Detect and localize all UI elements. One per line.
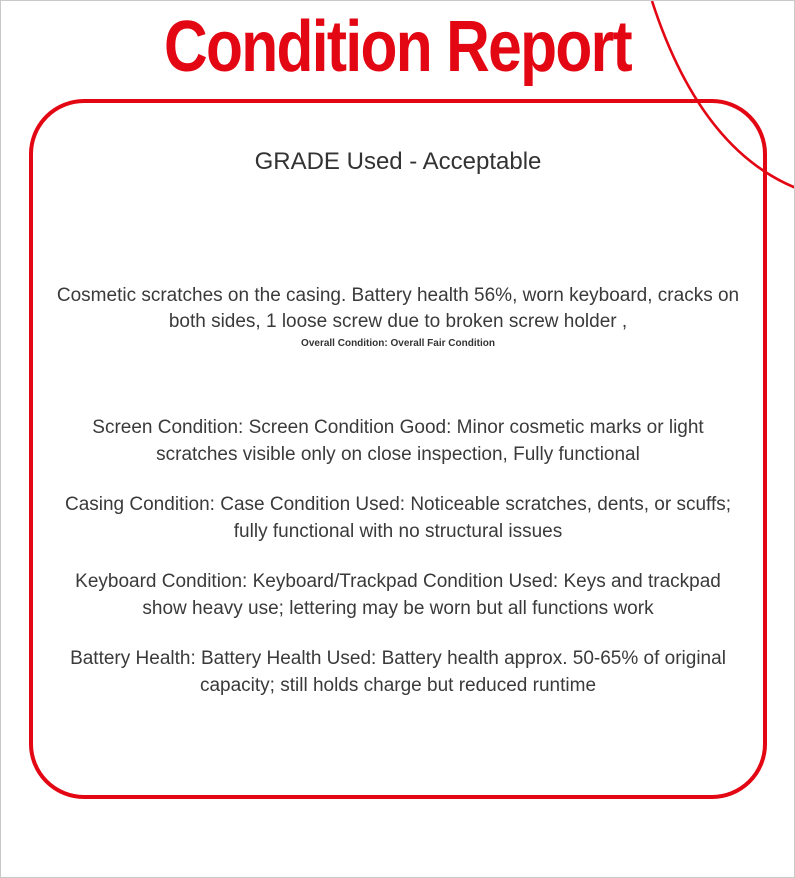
condition-sections bbox=[33, 414, 763, 699]
section-keyboard-condition: Keyboard Condition: Keyboard/Trackpad Condition Used: Keys and trackpad show heavy use; lettering may be worn but all functions work bbox=[75, 571, 721, 619]
grade-heading: GRADE Used - Acceptable bbox=[254, 148, 542, 175]
section-casing-condition: Casing Condition: Case Condition Used: Noticeable scratches, dents, or scuffs; fully functional with no structural issues bbox=[64, 494, 732, 542]
report-card bbox=[29, 99, 767, 799]
section-battery-health: Battery Health: Battery Health Used: Battery health approx. 50-65% of original capacity; still holds charge but reduced runtime bbox=[70, 648, 726, 696]
overall-condition-note: Overall Condition: Overall Fair Condition bbox=[301, 338, 495, 349]
section-screen-condition: Screen Condition: Screen Condition Good: Minor cosmetic marks or light scratches visible only on close inspection, Fully functional bbox=[92, 417, 704, 465]
condition-summary: Cosmetic scratches on the casing. Battery health 56%, worn keyboard, cracks on both sides, 1 loose screw due to broken screw holder , bbox=[56, 285, 740, 332]
page-title: Condition Report bbox=[164, 7, 631, 87]
